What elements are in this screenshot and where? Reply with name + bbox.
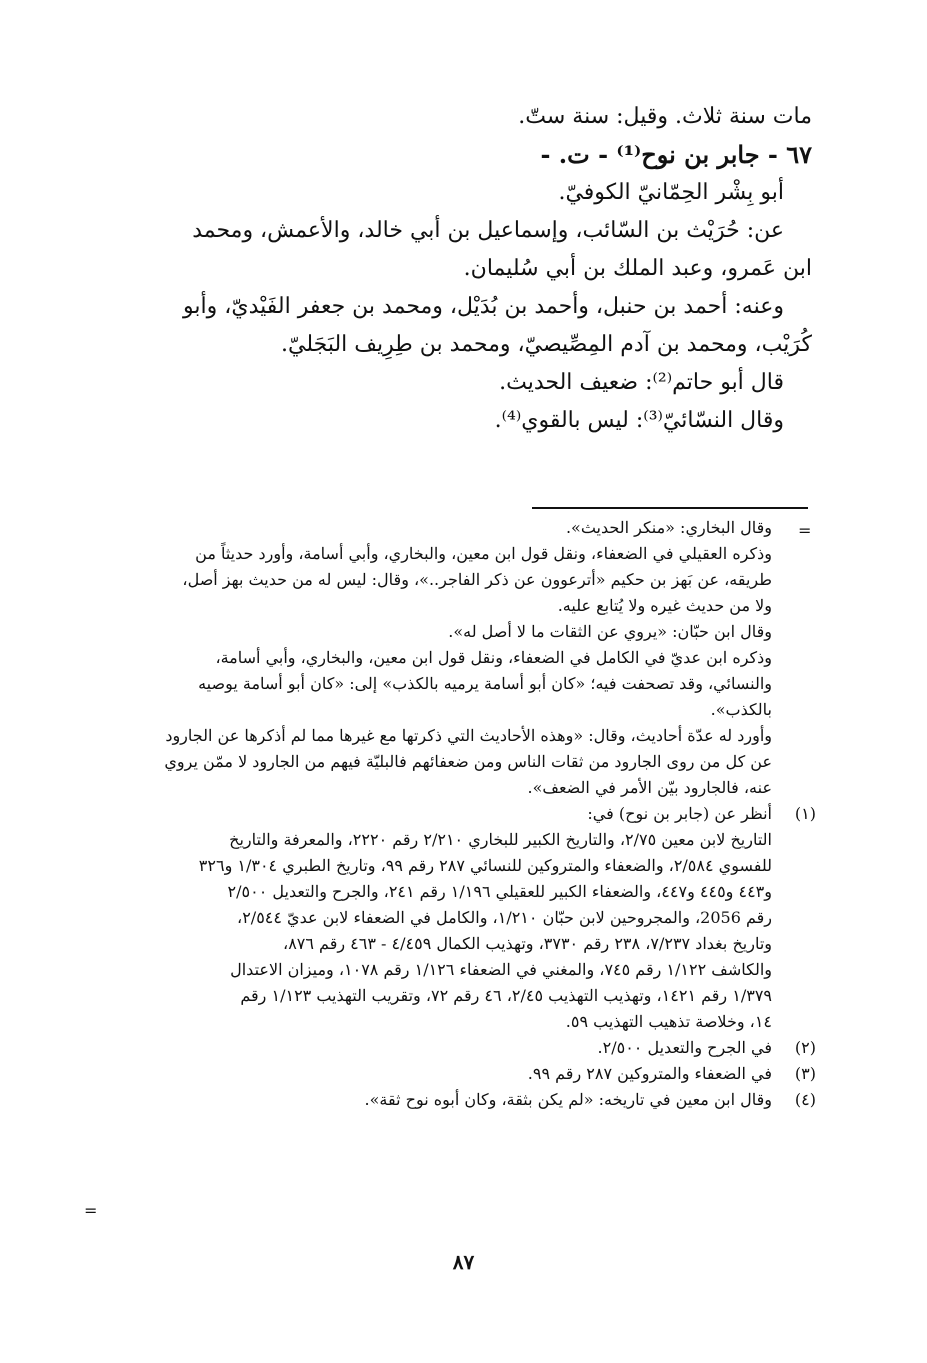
footnote-line: وقال البخاري: «منكر الحديث». [565, 518, 772, 537]
text-line: قال أبو حاتم⁽²⁾: ضعيف الحديث. [499, 370, 784, 395]
text-line: أبو بِشْر الحِمّانيّ الكوفيّ. [558, 180, 784, 205]
footnote-number: (٣) [794, 1064, 816, 1083]
footnote-line: للفسوي ٢/٥٨٤، والضعفاء والمتروكين للنسائي ٢٨٧ رقم ٩٩، وتاريخ الطبري ١/٣٠٤ و٣٢٦ [198, 856, 772, 875]
footnote-text: أنظر عن (جابر بن نوح) في: [587, 804, 772, 823]
footnote-1 [90, 801, 816, 827]
footnote-line: التاريخ لابن معين ٢/٧٥، والتاريخ الكبير للبخاري ٢/٢١٠ رقم ٢٢٢٠، والمعرفة والتاريخ [229, 830, 772, 849]
footnote-number: (٤) [794, 1090, 816, 1109]
footnote-line: عن كل من روى الجارود من ثقات الناس ومن ضعفائهم فالبليّة فيهم من الجارود لا ممّن يروي [164, 752, 772, 771]
text-line: ابن عَمرو، وعبد الملك بن أبي سُليمان. [463, 256, 812, 281]
footnote-line: وذكره ابن عديّ في الكامل في الضعفاء، ونقل قول ابن معين، والبخاري، وأبي أسامة، [215, 648, 772, 667]
footnotes [90, 515, 816, 1113]
footnote-4 [90, 1087, 816, 1113]
footnote-line: وأورد له عدّة أحاديث، وقال: «وهذه الأحاديث التي ذكرتها مع غيرها مما لم أذكرها عن الجارود [165, 726, 772, 745]
footnote-text: في الضعفاء والمتروكين ٢٨٧ رقم ٩٩. [527, 1064, 772, 1083]
page-number: ٨٧ [452, 1250, 475, 1274]
continuation-mark-end: = [84, 1201, 98, 1220]
text-line: كُرَيْب، ومحمد بن آدم المِصِّيصيّ، ومحمد بن طِرِيف البَجَليّ. [281, 332, 812, 357]
text-line: مات سنة ثلاث. وقيل: سنة ستّ. [518, 104, 812, 129]
footnote-line: وتاريخ بغداد ٧/٢٣٧، ٢٣٨ رقم ٣٧٣٠، وتهذيب الكمال ٤/٤٥٩ - ٤٦٣ رقم ٨٧٦، [283, 934, 772, 953]
footnote-divider [532, 507, 808, 509]
footnote-line: و٤٤٣ و٤٤٥ و٤٤٧، والضعفاء الكبير للعقيلي ١/١٩٦ رقم ٢٤١، والجرح والتعديل ٢/٥٠٠ [227, 882, 772, 901]
footnote-2 [90, 1035, 816, 1061]
main-text [90, 98, 812, 440]
footnote-line: ١/٣٧٩ رقم ١٤٢١، وتهذيب التهذيب ٢/٤٥، ٤٦ رقم ٧٢، وتقريب التهذيب ١/١٢٣ رقم [240, 986, 772, 1005]
footnote-line: بالكذب». [710, 700, 772, 719]
continuation-mark: = [798, 521, 812, 540]
footnote-line: ولا من حديث غيره ولا يُتابع عليه. [557, 596, 772, 615]
entry-heading: ٦٧ - جابر بن نوح⁽¹⁾ - ت. - [540, 140, 812, 169]
footnote-line: وقال ابن حبّان: «يروي عن الثقات ما لا أصل له». [448, 622, 772, 641]
footnote-text: في الجرح والتعديل ٢/٥٠٠. [597, 1038, 772, 1057]
text-line: عن: حُرَيْث بن السّائب، وإسماعيل بن أبي خالد، والأعمش، ومحمد [192, 218, 784, 243]
footnote-number: (٢) [794, 1038, 816, 1057]
text-line: وعنه: أحمد بن حنبل، وأحمد بن بُدَيْل، ومحمد بن جعفر الفَيْديّ، وأبو [183, 294, 784, 319]
footnote-text: وقال ابن معين في تاريخه: «لم يكن بثقة، وكان أبوه نوح ثقة». [364, 1090, 772, 1109]
footnote-line: وذكره العقيلي في الضعفاء، ونقل قول ابن معين، والبخاري، وأبي أسامة، وأورد حديثاً من [195, 544, 772, 563]
footnote-line: رقم 2056، والمجروحين لابن حبّان ١/٢١٠، والكامل في الضعفاء لابن عديّ ٢/٥٤٤، [237, 908, 772, 927]
footnote-line: طريقه، عن بَهز بن حكيم «أترعوون عن ذكر الفاجر..»، وقال: ليس له من حديث بهز أصل، [182, 570, 772, 589]
footnote-line: ١٤، وخلاصة تذهيب التهذيب ٥٩. [565, 1012, 772, 1031]
footnote-line: والنسائي، وقد تصحفت فيه؛ «كان أبو أسامة يرميه بالكذب» إلى: «كان أبو أسامة يوصيه [198, 674, 772, 693]
footnote-3 [90, 1061, 816, 1087]
footnote-line: والكاشف ١/١٢٢ رقم ٧٤٥، والمغني في الضعفاء ١/١٢٦ رقم ١٠٧٨، وميزان الاعتدال [230, 960, 772, 979]
text-line: وقال النسّائيّ⁽³⁾: ليس بالقوي⁽⁴⁾. [494, 408, 784, 433]
footnote-line: عنه، فالجارود بيّن الأمر في الضعف». [527, 778, 772, 797]
footnote-number: (١) [794, 804, 816, 823]
